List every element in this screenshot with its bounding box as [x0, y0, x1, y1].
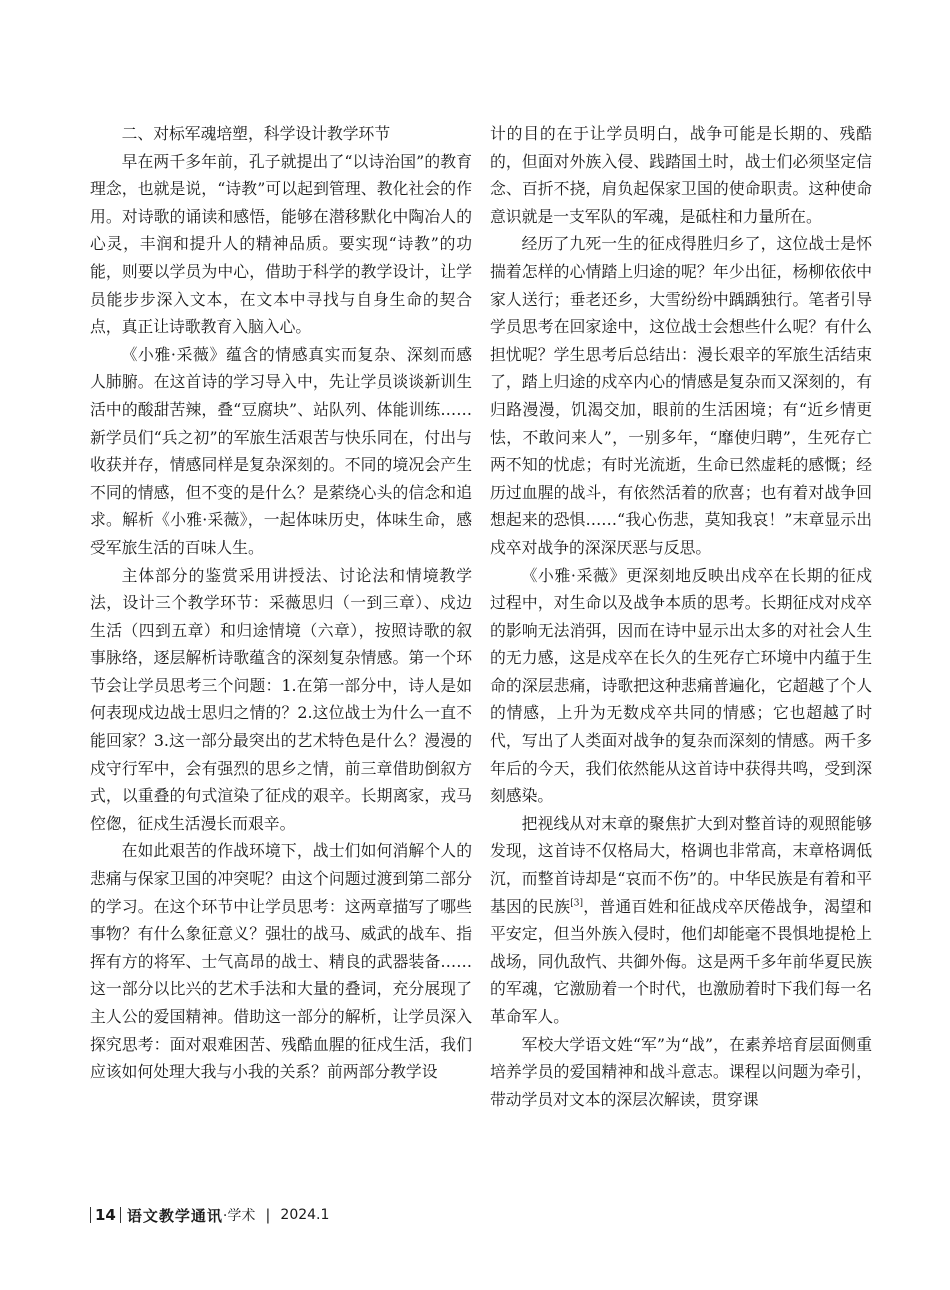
- paragraph: 在如此艰苦的作战环境下，战士们如何消解个人的悲痛与保家卫国的冲突呢？由这个问题过渡到第二部分的学习。在这个环节中让学员思考：这两章描写了哪些事物？有什么象征意义？强壮的战马、威武的战车、指挥有方的将军、士气高昂的战士、精良的武器装备……这一部分以比兴的艺术手法和大量的叠词，充分展现了主人公的爱国精神。借助这一部分的解析，让学员深入探究思考：面对艰难困苦、残酷血腥的征戍生活，我们应该如何处理大我与小我的关系？前两部分教学设: [90, 841, 472, 1082]
- paragraph-with-citation: [490, 810, 872, 1031]
- paragraph: 主体部分的鉴赏采用讲授法、讨论法和情境教学法，设计三个教学环节：采薇思归（一到三章）、戍边生活（四到五章）和归途情境（六章），按照诗歌的叙事脉络，逐层解析诗歌蕴含的深刻复杂情感。第一个环节会让学员思考三个问题：1.在第一部分中，诗人是如何表现戍边战士思归之情的？2.这位战士为什么一直不能回家？3.这一部分最突出的艺术特色是什么？漫漫的戍守行军中，会有强烈的思乡之情，前三章借助倒叙方式，以重叠的句式渲染了征戍的艰辛。长期离家，戎马倥偬，征戍生活漫长而艰辛。: [90, 565, 472, 833]
- paragraph: 经历了九死一生的征戍得胜归乡了，这位战士是怀揣着怎样的心情踏上归途的呢？年少出征，杨柳依依中家人送行；垂老还乡，大雪纷纷中踽踽独行。笔者引导学员思考在回家途中，这位战士会想些什么呢？有什么担忧呢？学生思考后总结出：漫长艰辛的军旅生活结束了，踏上归途的戍卒内心的情感是复杂而又深刻的，有归路漫漫，饥渴交加，眼前的生活困境；有“近乡情更怯，不敢问来人”，一别多年，“靡使归聘”，生死存亡两不知的忧虑；有时光流逝，生命已然虚耗的感慨；经历过血腥的战斗，有依然活着的欣喜；也有着对战争回想起来的恐惧……“我心伤悲，莫知我哀！”末章显示出戍卒对战争的深深厌恶与反思。: [490, 234, 872, 557]
- journal-title: 语文教学通讯: [126, 1206, 223, 1225]
- page-number: 14: [95, 1206, 116, 1224]
- paragraph: 《小雅·采薇》蕴含的情感真实而复杂、深刻而感人肺腑。在这首诗的学习导入中，先让学员谈谈新训生活中的酸甜苦辣，叠“豆腐块”、站队列、体能训练……新学员们“兵之初”的军旅生活艰苦与快乐同在，付出与收获并存，情感同样是复杂深刻的。不同的境况会产生不同的情感，但不变的是什么？是萦绕心头的信念和追求。解析《小雅·采薇》，一起体味历史，体味生命，感受军旅生活的百味人生。: [90, 344, 472, 557]
- issue-date: 2024.1: [280, 1207, 330, 1223]
- footer-divider: [90, 1207, 91, 1223]
- journal-section: ·学术: [222, 1208, 256, 1224]
- right-column: [490, 120, 872, 1113]
- paragraph-continuation: 计的目的在于让学员明白，战争可能是长期的、残酷的，但面对外族入侵、践踏国土时，战士们必须坚定信念、百折不挠，肩负起保家卫国的使命职责。这种使命意识就是一支军队的军魂，是砥柱和力量所在。: [490, 124, 872, 226]
- citation-marker: [3]: [570, 898, 584, 909]
- paragraph: 《小雅·采薇》更深刻地反映出戍卒在长期的征戍过程中，对生命以及战争本质的思考。长期征戍对戍卒的影响无法消弭，因而在诗中显示出太多的对社会人生的无力感，这是戍卒在长久的生死存亡环境中内蕴于生命的深层悲痛，诗歌把这种悲痛普遍化，它超越了个人的情感，上升为无数戍卒共同的情感；它也超越了时代，写出了人类面对战争的复杂而深刻的情感。两千多年后的今天，我们依然能从这首诗中获得共鸣，受到深刻感染。: [490, 565, 872, 806]
- paragraph: 早在两千多年前，孔子就提出了“以诗治国”的教育理念，也就是说，“诗教”可以起到管理、教化社会的作用。对诗歌的诵读和感悟，能够在潜移默化中陶冶人的心灵，丰润和提升人的精神品质。要实现“诗教”的功能，则要以学员为中心，借助于科学的教学设计，让学员能步步深入文本，在文本中寻找与自身生命的契合点，真正让诗歌教育入脑入心。: [90, 151, 472, 337]
- paragraph-text: 把视线从对末章的聚焦扩大到对整首诗的观照能够发现，这首诗不仅格局大，格调也非常高，末章格调低沉，而整首诗却是“哀而不伤”的。中华民族是有着和平基因的民族: [490, 813, 872, 916]
- page-footer: [90, 1202, 329, 1228]
- footer-divider: [120, 1207, 121, 1223]
- section-heading: 二、对标军魂培塑，科学设计教学环节: [121, 124, 391, 143]
- paragraph-text: ，普通百姓和征战戍卒厌倦战争，渴望和平安定，但当外族入侵时，他们却能毫不畏惧地提枪上战场，同仇敌忾、共御外侮。这是两千多年前华夏民族的军魂，它激励着一个时代，也激励着时下我们每一名革命军人。: [490, 896, 872, 1026]
- paragraph: 军校大学语文姓“军”为“战”，在素养培育层面侧重培养学员的爱国精神和战斗意志。课程以问题为牵引，带动学员对文本的深层次解读，贯穿课: [490, 1034, 872, 1109]
- left-column: [90, 120, 472, 1086]
- footer-separator: |: [265, 1206, 271, 1224]
